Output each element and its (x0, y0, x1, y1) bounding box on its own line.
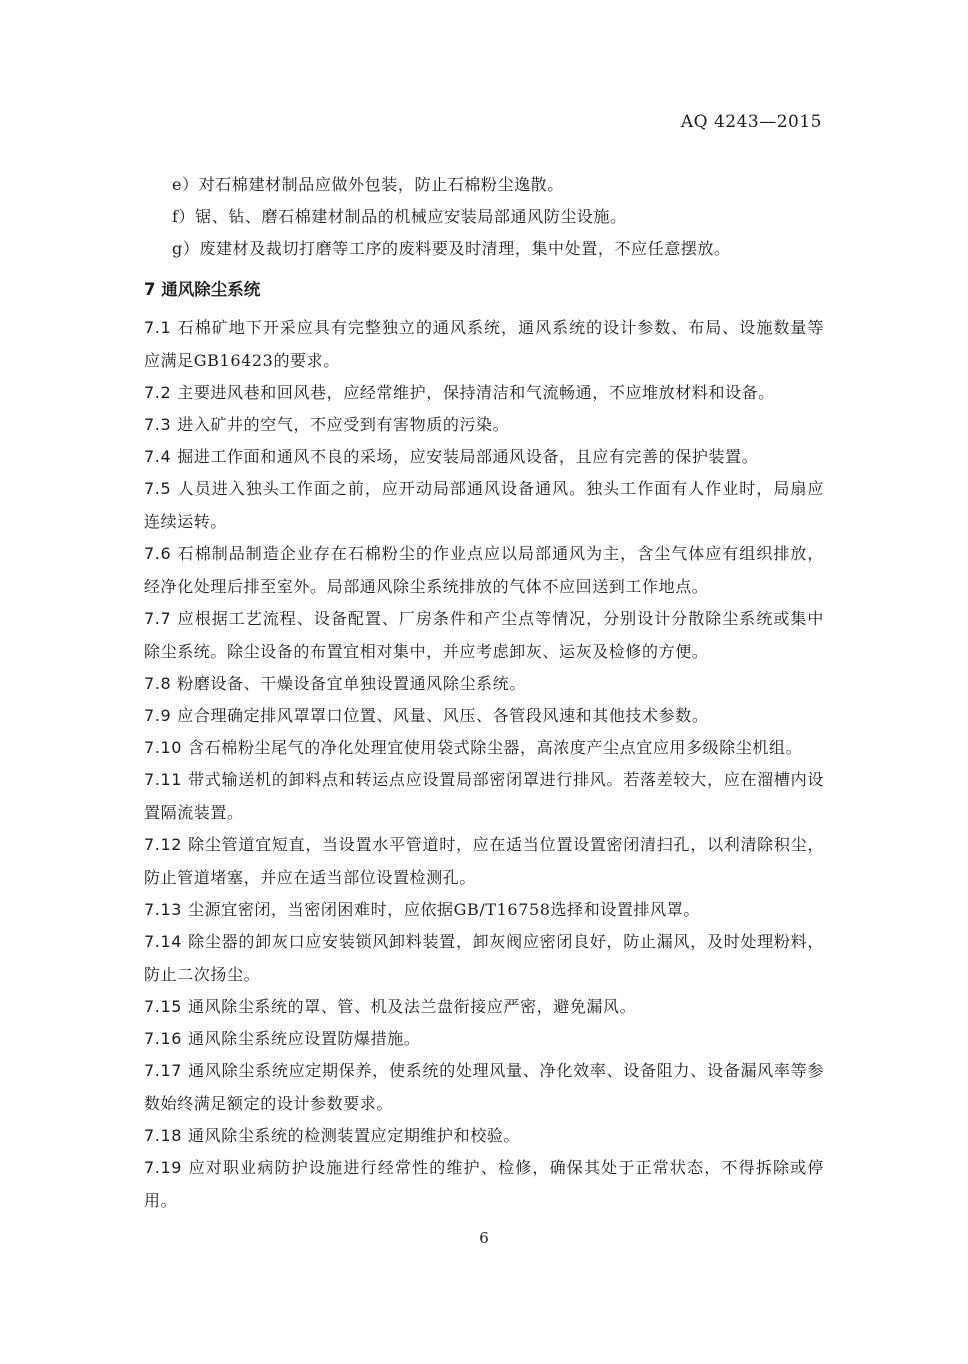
clause-text: 除尘器的卸灰口应安装锁风卸料装置，卸灰阀应密闭良好，防止漏风，及时处理粉料，防止二次扬尘。 (144, 932, 824, 984)
clause (144, 441, 824, 474)
clause-number: 7.17 (144, 1061, 183, 1080)
clause-number: 7.3 (144, 415, 172, 434)
clause (144, 732, 824, 765)
clause-number: 7.9 (144, 706, 172, 725)
clause-number: 7.11 (144, 770, 183, 789)
clause-number: 7.6 (144, 544, 172, 563)
clause-number: 7.5 (144, 479, 172, 498)
clause-text: 尘源宜密闭，当密闭困难时，应依据GB/T16758选择和设置排风罩。 (188, 900, 700, 919)
clause (144, 1152, 824, 1217)
clause (144, 764, 824, 829)
page-number: 6 (479, 1229, 489, 1247)
clause-number: 7.7 (144, 609, 172, 628)
clause-number: 7.8 (144, 674, 172, 693)
clause-number: 7.16 (144, 1029, 183, 1048)
clause-text: 人员进入独头工作面之前，应开动局部通风设备通风。独头工作面有人作业时，局扇应连续运转。 (144, 479, 824, 531)
standard-code: AQ 4243—2015 (680, 112, 822, 132)
clause-number: 7.2 (144, 383, 172, 402)
clause-number: 7.12 (144, 835, 183, 854)
list-item: e）对石棉建材制品应做外包装，防止石棉粉尘逸散。 (172, 175, 564, 194)
clause-text: 通风除尘系统的罩、管、机及法兰盘衔接应严密，避免漏风。 (188, 997, 637, 1016)
clause-number: 7.13 (144, 900, 183, 919)
list-item: f）锯、钻、磨石棉建材制品的机械应安装局部通风防尘设施。 (172, 207, 627, 226)
clause (144, 538, 824, 603)
clause-text: 应对职业病防护设施进行经常性的维护、检修，确保其处于正常状态，不得拆除或停用。 (144, 1158, 824, 1210)
clause-text: 通风除尘系统的检测装置应定期维护和校验。 (188, 1126, 521, 1145)
clause-text: 掘进工作面和通风不良的采场，应安装局部通风设备，且应有完善的保护装置。 (177, 447, 759, 466)
clause (144, 829, 824, 894)
clause-number: 7.15 (144, 997, 183, 1016)
clause-number: 7.14 (144, 932, 183, 951)
clause (144, 1023, 824, 1056)
clause-text: 除尘管道宜短直，当设置水平管道时，应在适当位置设置密闭清扫孔，以利清除积尘，防止管道堵塞，并应在适当部位设置检测孔。 (144, 835, 824, 887)
clause (144, 668, 824, 701)
clause-text: 通风除尘系统应定期保养，使系统的处理风量、净化效率、设备阻力、设备漏风率等参数始终满足额定的设计参数要求。 (144, 1061, 824, 1113)
clause-text: 应合理确定排风罩罩口位置、风量、风压、各管段风速和其他技术参数。 (177, 706, 709, 725)
clause-text: 石棉矿地下开采应具有完整独立的通风系统，通风系统的设计参数、布局、设施数量等应满足GB16423的要求。 (144, 318, 824, 370)
clause (144, 926, 824, 991)
clause (144, 1055, 824, 1120)
clause-text: 带式输送机的卸料点和转运点应设置局部密闭罩进行排风。若落差较大，应在溜槽内设置隔流装置。 (144, 770, 824, 822)
clause (144, 1120, 824, 1153)
clause-number: 7.1 (144, 318, 172, 337)
clause (144, 894, 824, 927)
list-item: g）废建材及裁切打磨等工序的废料要及时清理，集中处置，不应任意摆放。 (172, 239, 731, 258)
clause (144, 603, 824, 668)
clause (144, 700, 824, 733)
clause (144, 409, 824, 442)
clause-text: 通风除尘系统应设置防爆措施。 (188, 1029, 421, 1048)
clause-number: 7.10 (144, 738, 183, 757)
clause-text: 粉磨设备、干燥设备宜单独设置通风除尘系统。 (177, 674, 526, 693)
clause-number: 7.19 (144, 1158, 183, 1177)
clause-number: 7.18 (144, 1126, 183, 1145)
section-heading: 7 通风除尘系统 (144, 280, 261, 299)
clause (144, 991, 824, 1024)
clause (144, 377, 824, 410)
clause (144, 312, 824, 377)
clause-text: 主要进风巷和回风巷，应经常维护，保持清洁和气流畅通，不应堆放材料和设备。 (177, 383, 775, 402)
clause (144, 473, 824, 538)
clause-text: 含石棉粉尘尾气的净化处理宜使用袋式除尘器，高浓度产尘点宜应用多级除尘机组。 (188, 738, 803, 757)
clause-text: 进入矿井的空气，不应受到有害物质的污染。 (177, 415, 510, 434)
clause-text: 石棉制品制造企业存在石棉粉尘的作业点应以局部通风为主，含尘气体应有组织排放，经净化处理后排至室外。局部通风除尘系统排放的气体不应回送到工作地点。 (144, 544, 824, 596)
clause-text: 应根据工艺流程、设备配置、厂房条件和产尘点等情况，分别设计分散除尘系统或集中除尘系统。除尘设备的布置宜相对集中，并应考虑卸灰、运灰及检修的方便。 (144, 609, 824, 661)
clause-number: 7.4 (144, 447, 172, 466)
